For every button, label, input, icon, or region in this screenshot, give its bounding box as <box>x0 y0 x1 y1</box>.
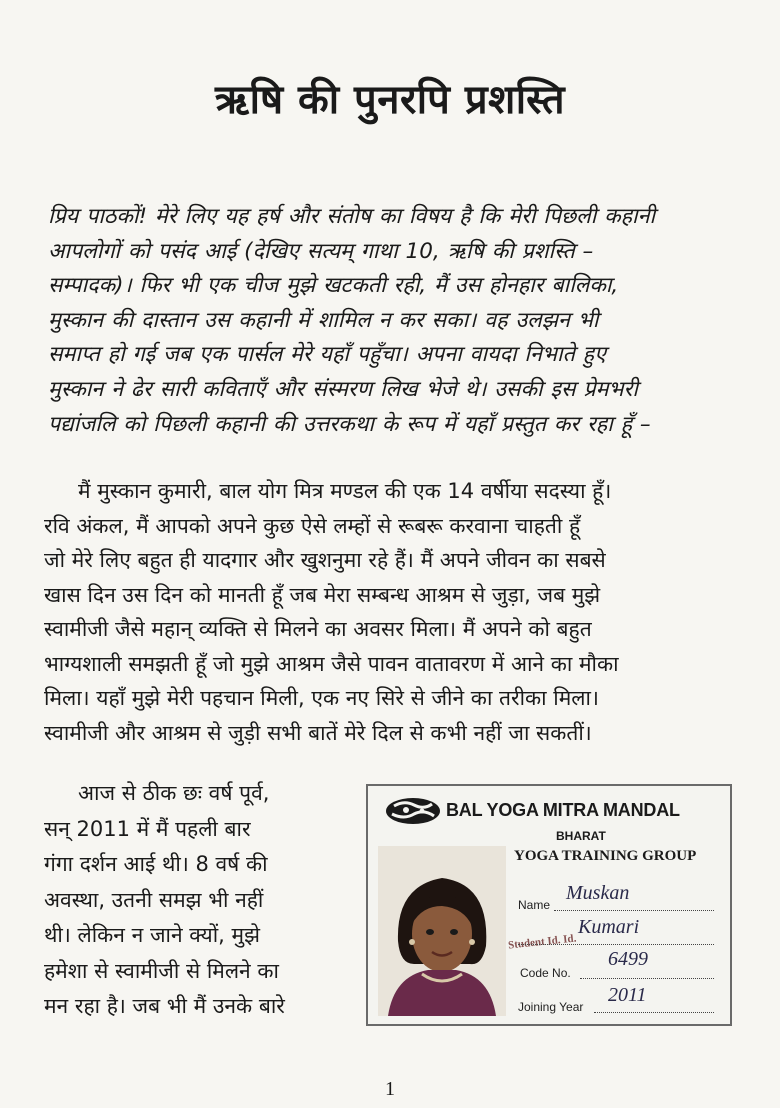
body-line: भाग्यशाली समझती हूँ जो मुझे आश्रम जैसे पावन वातावरण में आने का मौका <box>44 651 619 676</box>
intro-line: सम्पादक)। फिर भी एक चीज मुझे खटकती रही, मैं उस होनहार बालिका, <box>48 273 619 299</box>
body-line: जो मेरे लिए बहुत ही यादगार और खुशनुमा रहे हैं। मैं अपने जीवन का सबसे <box>44 548 606 572</box>
code-line <box>580 978 714 979</box>
intro-line: मुस्कान की दास्तान उस कहानी में शामिल न कर सका। वह उलझन भी <box>48 307 599 333</box>
joining-label: Joining Year <box>518 1000 584 1014</box>
intro-line: प्रिय पाठकों! मेरे लिए यह हर्ष और संतोष का विषय है कि मेरी पिछली कहानी <box>48 204 656 229</box>
column-line: गंगा दर्शन आई थी। 8 वर्ष की <box>44 852 268 876</box>
intro-line: आपलोगों को पसंद आई (देखिए सत्यम् गाथा 10, ऋषि की प्रशस्ति – <box>48 238 594 264</box>
body-line: खास दिन उस दिन को मानती हूँ जब मेरा सम्बन्ध आश्रम से जुड़ा, जब मुझे <box>44 582 601 607</box>
intro-line: मुस्कान ने ढेर सारी कविताएँ और संस्मरण लिख भेजे थे। उसकी इस प्रेमभरी <box>48 376 638 402</box>
code-label: Code No. <box>520 966 571 980</box>
page-number: 1 <box>385 1078 395 1100</box>
student-photo <box>378 846 506 1016</box>
column-line: थी। लेकिन न जाने क्यों, मुझे <box>44 923 260 947</box>
body-line: मैं मुस्कान कुमारी, बाल योग मित्र मण्डल की एक 14 वर्षीया सदस्या हूँ। <box>78 479 612 503</box>
student-stamp: Student Id. Id. <box>507 932 577 952</box>
name-line <box>554 910 714 911</box>
column-line: मन रहा है। जब भी मैं उनके बारे <box>44 994 285 1018</box>
name-label: Name <box>518 898 551 912</box>
name-value: Muskan <box>566 882 630 904</box>
card-organization: BAL YOGA MITRA MANDAL <box>446 800 680 820</box>
column-line: हमेशा से स्वामीजी से मिलने का <box>44 958 279 983</box>
joining-line <box>594 1012 714 1013</box>
column-line: अवस्था, उतनी समझ भी नहीं <box>44 887 264 912</box>
body-line: रवि अंकल, मैं आपको अपने कुछ ऐसे लम्हों से रूबरू करवाना चाहती हूँ <box>44 513 581 538</box>
joining-value: 2011 <box>608 984 647 1006</box>
body-line: मिला। यहाँ मुझे मेरी पहचान मिली, एक नए सिरे से जीने का तरीका मिला। <box>44 686 599 710</box>
chapter-title: ऋषि की पुनरपि प्रशस्ति <box>215 77 565 123</box>
body-paragraph <box>44 474 754 750</box>
editor-intro <box>48 200 748 442</box>
column-line: सन् 2011 में मैं पहली बार <box>44 816 251 841</box>
card-country: BHARAT <box>556 829 606 843</box>
id-card <box>366 784 732 1026</box>
surname-line <box>518 944 714 945</box>
body-line: स्वामीजी और आश्रम से जुड़ी सभी बातें मेरे दिल से कभी नहीं जा सकतीं। <box>44 720 592 745</box>
body-line: स्वामीजी जैसे महान् व्यक्ति से मिलने का अवसर मिला। मैं अपने को बहुत <box>44 617 592 641</box>
card-group: YOGA TRAINING GROUP <box>514 848 697 864</box>
column-line: आज से ठीक छः वर्ष पूर्व, <box>78 781 270 805</box>
column-paragraph <box>44 776 346 1025</box>
intro-line: समाप्त हो गई जब एक पार्सल मेरे यहाँ पहुँचा। अपना वायदा निभाते हुए <box>48 342 606 368</box>
intro-line: पद्यांजलि को पिछली कहानी की उत्तरकथा के रूप में यहाँ प्रस्तुत कर रहा हूँ – <box>48 411 651 437</box>
code-value: 6499 <box>608 948 648 970</box>
surname-value: Kumari <box>578 916 640 938</box>
girl-portrait-icon <box>378 846 506 1016</box>
globe-logo-icon <box>384 796 442 826</box>
